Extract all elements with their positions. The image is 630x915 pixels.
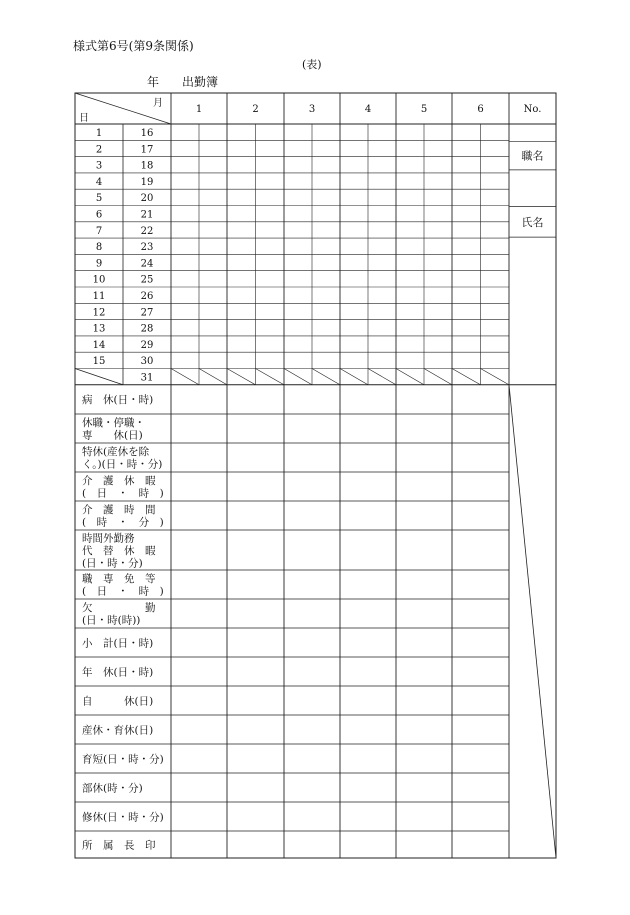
day-number-right: 18 xyxy=(140,160,154,172)
summary-row-label: 休職・停職・ xyxy=(82,417,145,429)
month-header: 3 xyxy=(308,104,316,115)
summary-row-label: 病 休(日・時) xyxy=(82,394,154,407)
summary-row-label: 介 護 休 暇 xyxy=(82,475,156,487)
day-number-right: 22 xyxy=(140,225,154,237)
page-title: 出勤簿 xyxy=(182,75,219,89)
day-number-right: 24 xyxy=(140,258,154,270)
month-header: 5 xyxy=(420,104,428,115)
day31-slash xyxy=(199,369,227,385)
month-header: 6 xyxy=(477,104,484,115)
day-number-right: 21 xyxy=(140,209,154,221)
day-number-left: 4 xyxy=(95,176,103,188)
day-number-left: 1 xyxy=(95,128,103,139)
day31-slash xyxy=(256,369,285,385)
summary-row-label: 代 替 休 暇 xyxy=(82,544,156,557)
day-number-right: 28 xyxy=(140,323,154,335)
summary-row-label: 小 計(日・時) xyxy=(82,637,154,650)
position-label: 職名 xyxy=(521,149,544,163)
day-number-right: 26 xyxy=(140,291,154,302)
summary-row-label: (日・時・分) xyxy=(82,557,143,570)
day-number-right: 20 xyxy=(140,193,154,205)
month-header: 4 xyxy=(364,104,372,115)
day31-slash xyxy=(424,369,452,385)
no-header: No. xyxy=(523,104,542,115)
day-number-right: 17 xyxy=(140,144,154,156)
day-number-right: 30 xyxy=(140,356,154,368)
day-number-right: 29 xyxy=(140,339,154,351)
summary-row-label: 時間外勤務 xyxy=(82,532,135,545)
day31-slash xyxy=(452,369,481,385)
day31-slash xyxy=(171,369,199,385)
day31-slash xyxy=(227,369,256,385)
day-number-right: 27 xyxy=(140,307,154,319)
day-number-right: 23 xyxy=(140,242,154,254)
day-number-left: 3 xyxy=(95,160,103,172)
day-number-left: 2 xyxy=(95,144,103,156)
side-indicator: (表) xyxy=(302,58,322,71)
day-number-left: 9 xyxy=(95,258,103,270)
day31-slash xyxy=(340,369,368,385)
day31-slash xyxy=(481,369,510,385)
summary-row-label: (日・時(時)) xyxy=(82,614,141,627)
day-number-left: 5 xyxy=(95,193,103,205)
name-label: 氏名 xyxy=(521,215,544,229)
summary-row-label: ( 日 ・ 時 ) xyxy=(82,487,164,500)
summary-row-label: ( 時 ・ 分 ) xyxy=(82,516,164,529)
summary-row-label: ( 日 ・ 時 ) xyxy=(82,585,164,598)
summary-row-label: 特休(産休を除 xyxy=(82,446,150,458)
year-label: 年 xyxy=(147,75,160,89)
day-number-left: 14 xyxy=(92,339,106,351)
summary-row-label: 自 休(日) xyxy=(82,695,154,708)
day-number-left: 6 xyxy=(95,209,103,221)
day-number-right: 25 xyxy=(140,274,154,286)
summary-row-label: 職 専 免 等 xyxy=(82,573,156,585)
day-number-left: 7 xyxy=(95,225,103,237)
day31-slash xyxy=(396,369,424,385)
summary-row-label: 専 休(日) xyxy=(82,429,143,442)
day-number-left: 15 xyxy=(92,356,106,368)
day-number-right: 31 xyxy=(140,372,154,384)
day-number-left: 11 xyxy=(92,291,106,302)
corner-month-label: 月 xyxy=(153,98,163,109)
day-number-right: 19 xyxy=(140,176,154,188)
month-header: 2 xyxy=(252,104,259,115)
summary-row-label: 部休(時・分) xyxy=(82,782,143,795)
summary-row-label: 産休・育休(日) xyxy=(82,724,154,737)
day-number-left: 10 xyxy=(92,274,106,286)
summary-diagonal xyxy=(509,385,556,858)
day-number-right: 16 xyxy=(140,128,154,139)
summary-row-label: 介 護 時 間 xyxy=(82,504,156,516)
day31-slash xyxy=(312,369,340,385)
day-number-left: 12 xyxy=(92,307,106,319)
day-number-left: 8 xyxy=(95,242,103,254)
form-number: 様式第6号(第9条関係) xyxy=(73,39,194,53)
summary-row-label: 所 属 長 印 xyxy=(82,839,156,852)
month-header: 1 xyxy=(195,104,203,115)
day31-slash xyxy=(368,369,396,385)
summary-row-label: 年 休(日・時) xyxy=(82,666,154,679)
summary-row-label: 育短(日・時・分) xyxy=(82,753,164,766)
day-number-left: 13 xyxy=(92,323,106,335)
summary-row-label: く。)(日・時・分) xyxy=(82,458,163,471)
corner-day-label: 日 xyxy=(79,113,89,124)
day31-empty xyxy=(75,369,123,385)
summary-row-label: 欠 勤 xyxy=(82,602,156,614)
day31-slash xyxy=(284,369,312,385)
summary-row-label: 修休(日・時・分) xyxy=(82,811,164,824)
